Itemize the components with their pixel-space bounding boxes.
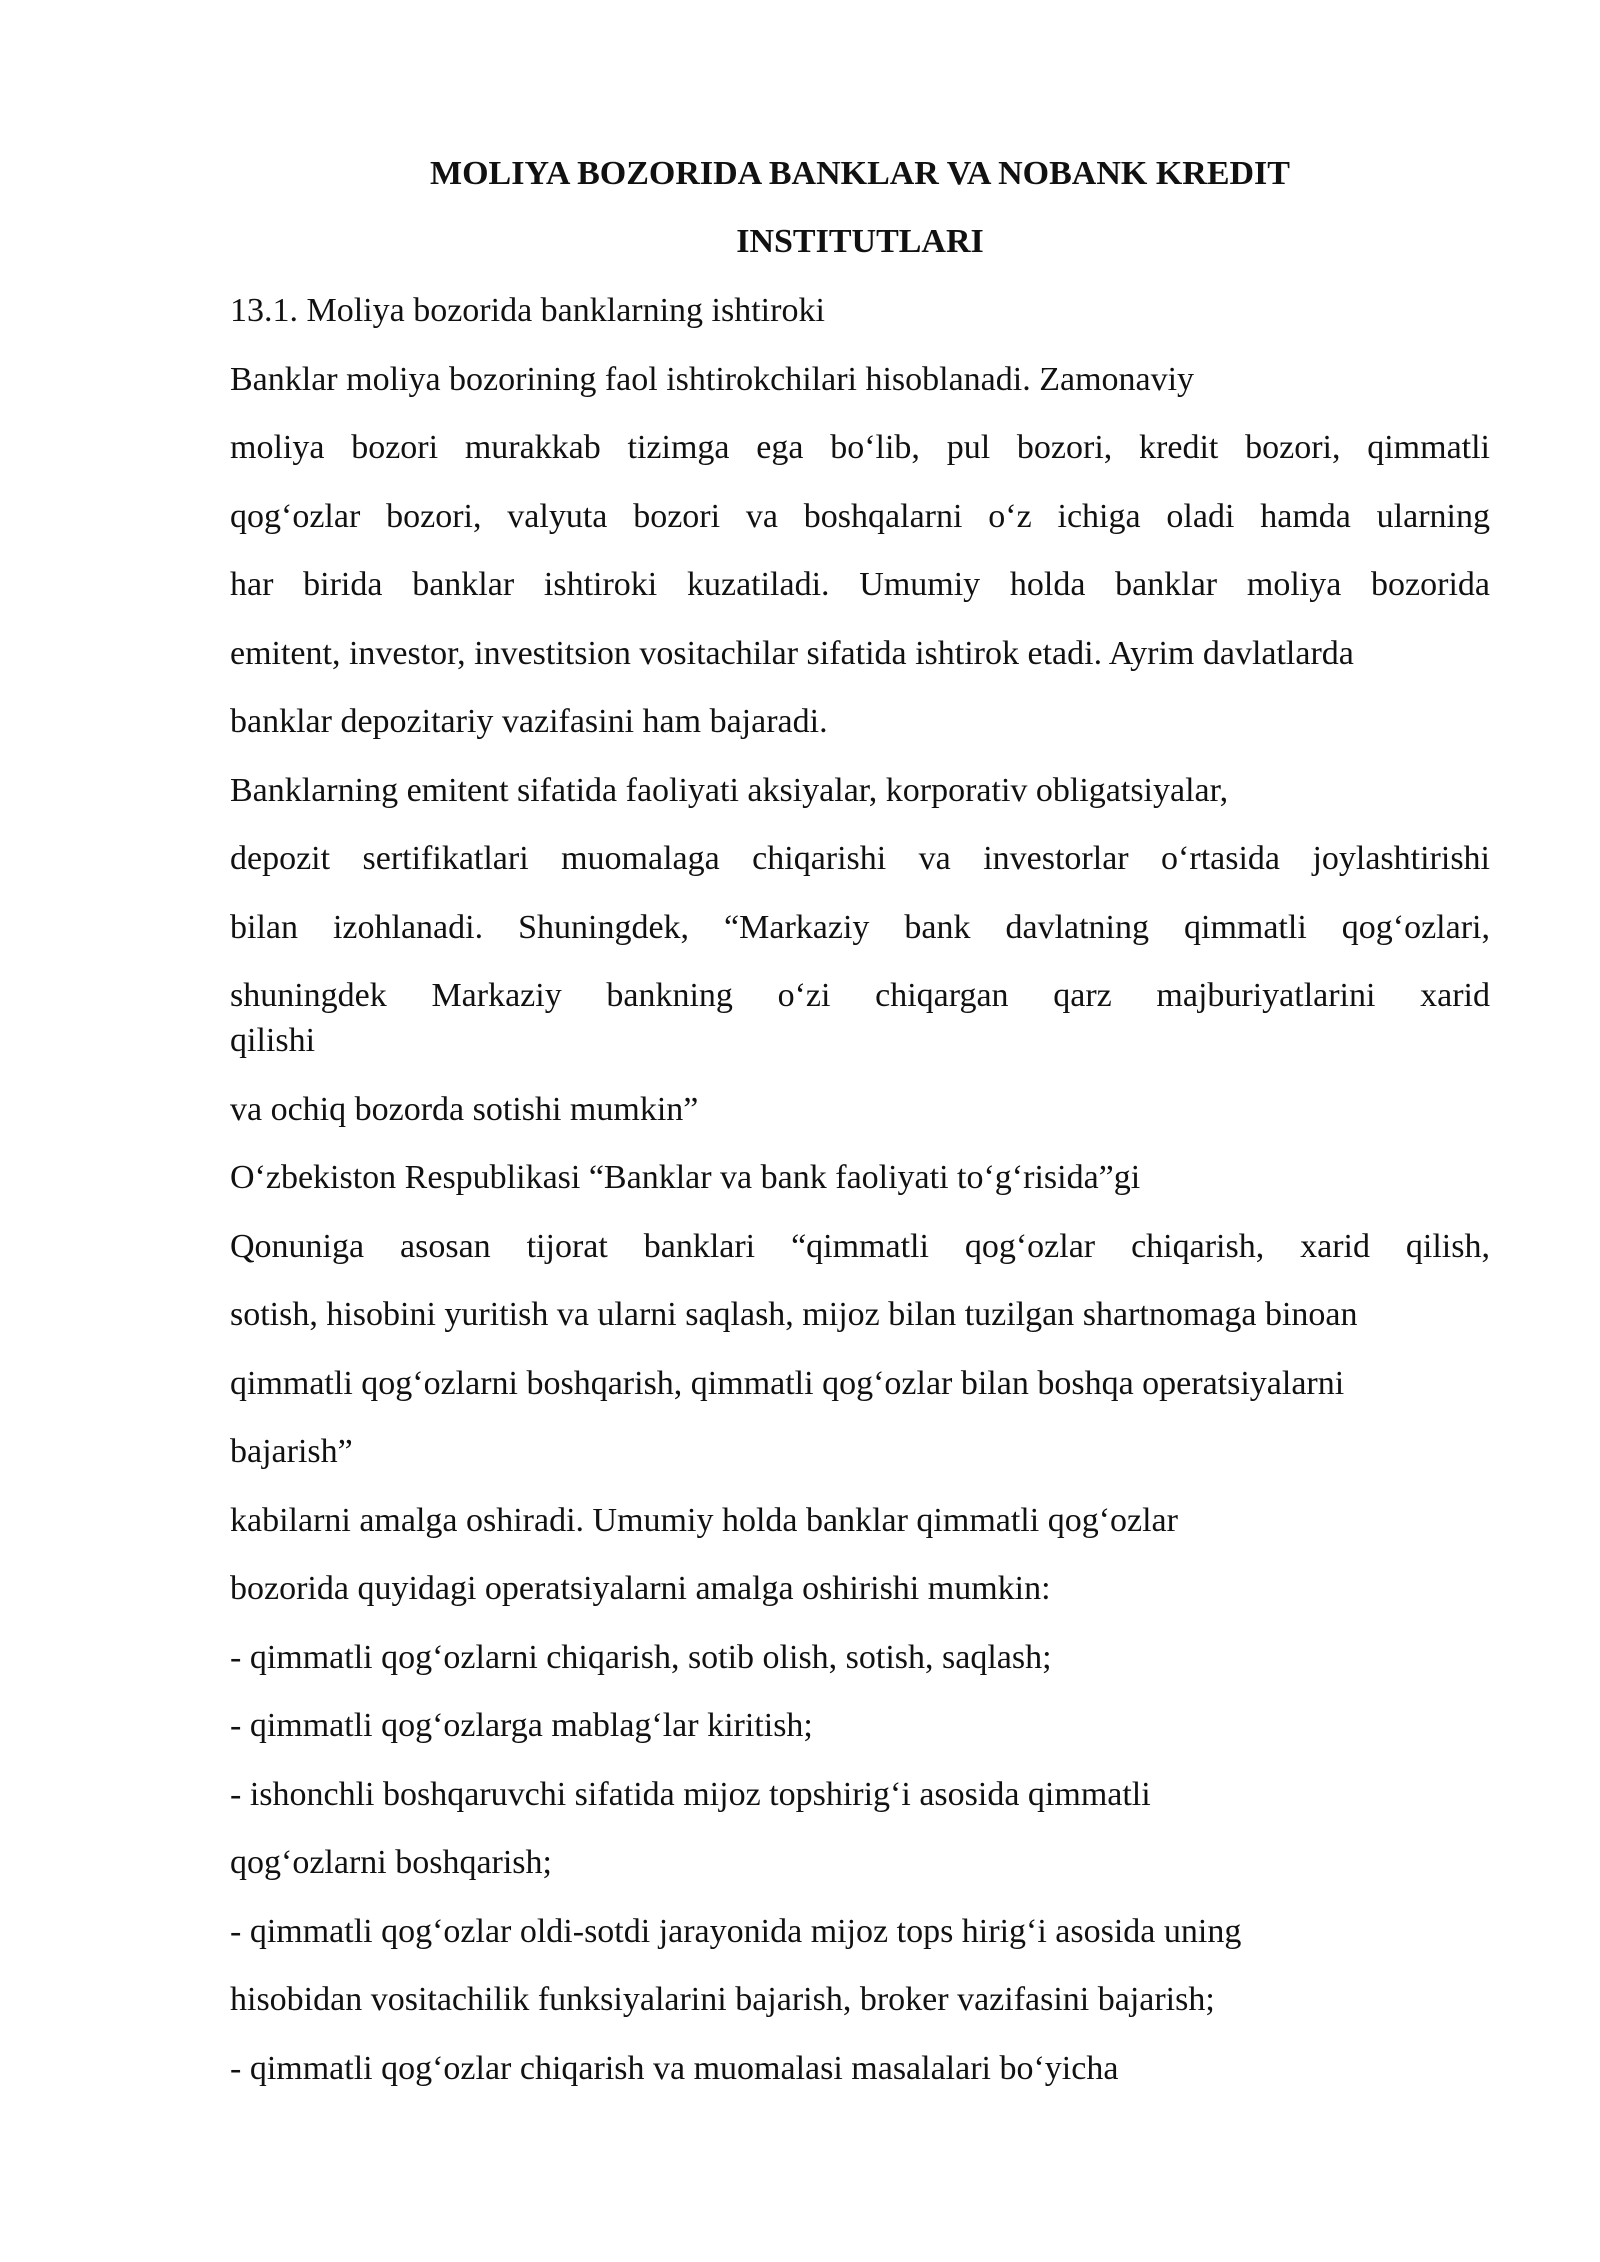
paragraph-line: emitent, investor, investitsion vositachilar sifatida ishtirok etadi. Ayrim davlatlarda (230, 635, 1354, 672)
paragraph-line: moliya bozori murakkab tizimga ega bo‘lib, pul bozori, kredit bozori, qimmatli (230, 429, 1490, 466)
paragraph-line: va ochiq bozorda sotishi mumkin” (230, 1091, 699, 1128)
paragraph-line: shuningdek Markaziy bankning o‘zi chiqargan qarz majburiyatlarini xarid (230, 977, 1490, 1014)
paragraph-line: bozorida quyidagi operatsiyalarni amalga oshirishi mumkin: (230, 1570, 1051, 1607)
paragraph-line: bilan izohlanadi. Shuningdek, “Markaziy bank davlatning qimmatli qog‘ozlari, (230, 909, 1490, 946)
paragraph-line: sotish, hisobini yuritish va ularni saqlash, mijoz bilan tuzilgan shartnomaga binoan (230, 1296, 1358, 1333)
list-item: - ishonchli boshqaruvchi sifatida mijoz topshirig‘i asosida qimmatli (230, 1776, 1151, 1813)
paragraph-line: qimmatli qog‘ozlarni boshqarish, qimmatli qog‘ozlar bilan boshqa operatsiyalarni (230, 1365, 1345, 1402)
document-title-line-1: MOLIYA BOZORIDA BANKLAR VA NOBANK KREDIT (430, 155, 1290, 192)
paragraph-line: kabilarni amalga oshiradi. Umumiy holda banklar qimmatli qog‘ozlar (230, 1502, 1178, 1539)
paragraph-line: bajarish” (230, 1433, 353, 1470)
paragraph-line: har birida banklar ishtiroki kuzatiladi. Umumiy holda banklar moliya bozorida (230, 566, 1490, 603)
section-heading: 13.1. Moliya bozorida banklarning ishtiroki (230, 292, 825, 329)
paragraph-line: Banklar moliya bozorining faol ishtirokchilari hisoblanadi. Zamonaviy (230, 361, 1195, 398)
paragraph-line: banklar depozitariy vazifasini ham bajaradi. (230, 703, 828, 740)
list-item: - qimmatli qog‘ozlarni chiqarish, sotib olish, sotish, saqlash; (230, 1639, 1052, 1676)
paragraph-line: Qonuniga asosan tijorat banklari “qimmatli qog‘ozlar chiqarish, xarid qilish, (230, 1228, 1490, 1265)
list-item: - qimmatli qog‘ozlar oldi-sotdi jarayonida mijoz tops hirig‘i asosida uning (230, 1913, 1242, 1950)
list-item: - qimmatli qog‘ozlar chiqarish va muomalasi masalalari bo‘yicha (230, 2050, 1119, 2087)
paragraph-line: O‘zbekiston Respublikasi “Banklar va bank faoliyati to‘g‘risida”gi (230, 1159, 1141, 1196)
paragraph-line: depozit sertifikatlari muomalaga chiqarishi va investorlar o‘rtasida joylashtirishi (230, 840, 1490, 877)
list-item-continuation: qog‘ozlarni boshqarish; (230, 1844, 552, 1881)
list-item: - qimmatli qog‘ozlarga mablag‘lar kiritish; (230, 1707, 813, 1744)
list-item-continuation: hisobidan vositachilik funksiyalarini bajarish, broker vazifasini bajarish; (230, 1981, 1215, 2018)
paragraph-line: Banklarning emitent sifatida faoliyati aksiyalar, korporativ obligatsiyalar, (230, 772, 1229, 809)
paragraph-line: qilishi (230, 1022, 316, 1059)
paragraph-line: qog‘ozlar bozori, valyuta bozori va boshqalarni o‘z ichiga oladi hamda ularning (230, 498, 1490, 535)
document-title-line-2: INSTITUTLARI (736, 223, 984, 260)
